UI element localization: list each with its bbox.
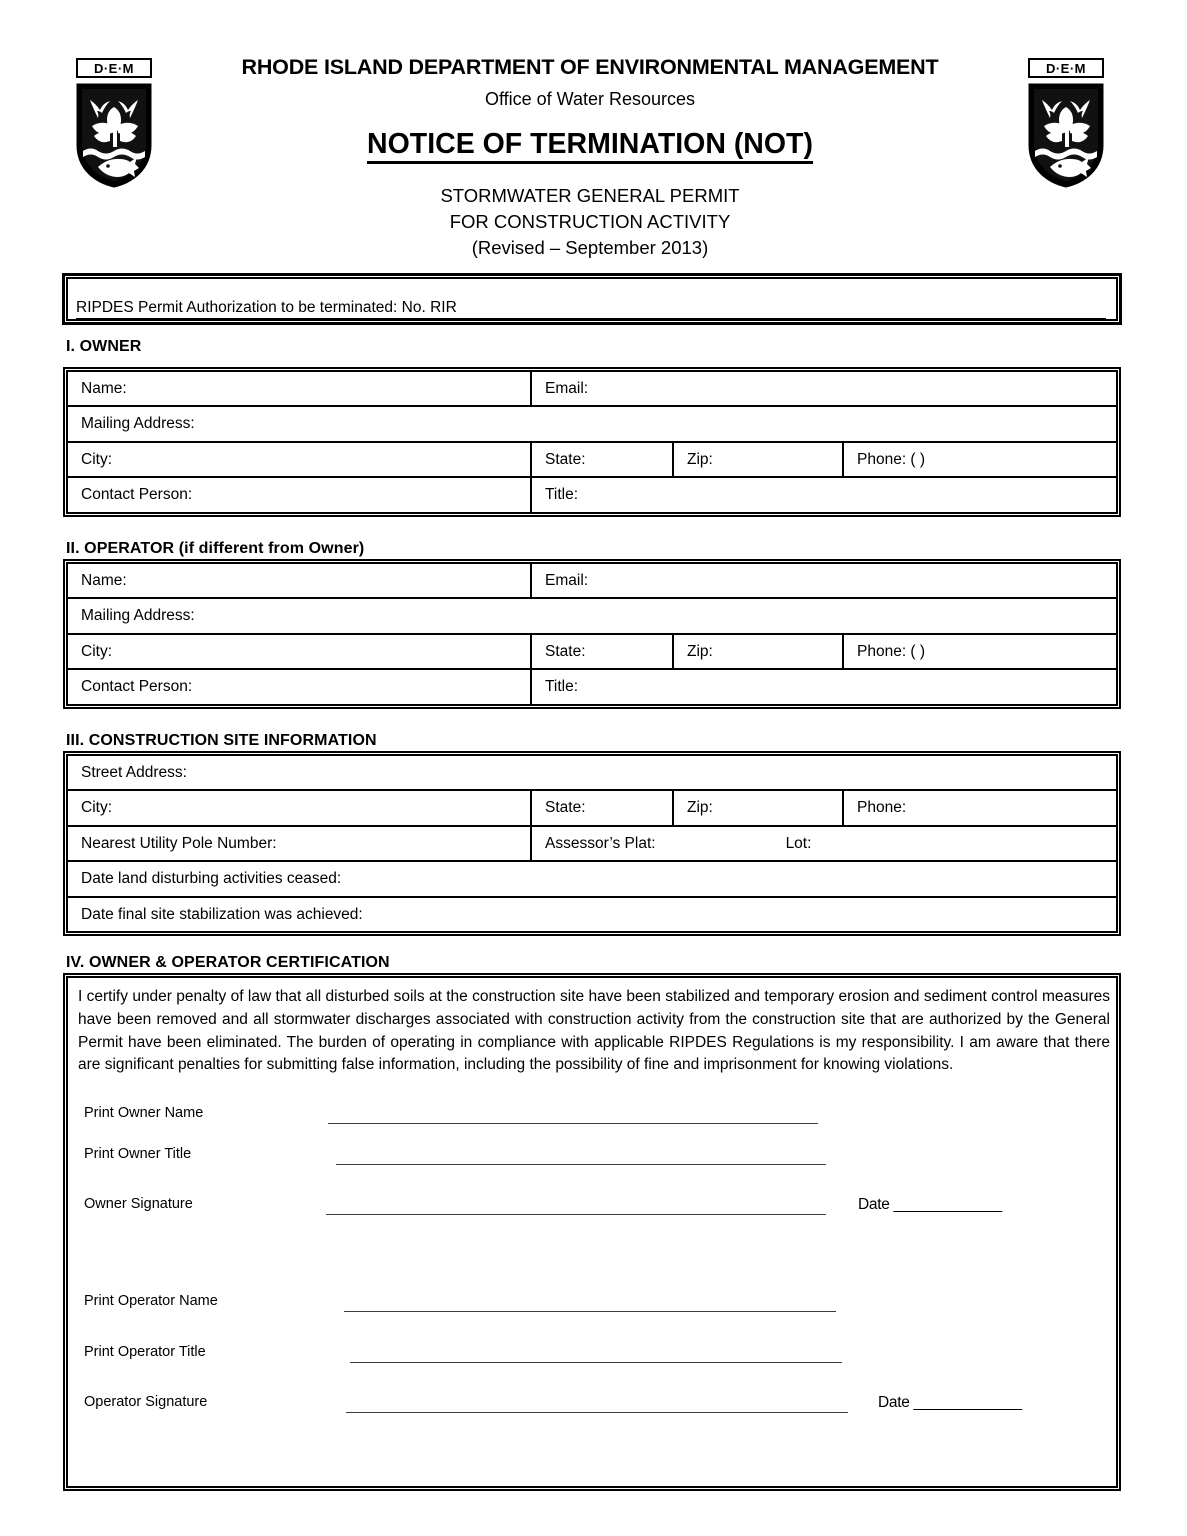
signature-row-print-operator-title: [78, 1316, 1110, 1366]
certification-box: [66, 976, 1118, 1488]
owner-zip-cell[interactable]: Zip:: [674, 443, 844, 476]
ri-dem-shield-logo-right: [1022, 58, 1110, 190]
operator-mailing-address-cell[interactable]: Mailing Address:: [81, 607, 195, 625]
table-row: [68, 635, 1116, 670]
owner-email-cell[interactable]: Email:: [545, 380, 589, 397]
print-owner-title-line[interactable]: [336, 1164, 826, 1165]
owner-signature-label: Owner Signature: [84, 1196, 193, 1212]
operator-signature-line[interactable]: [346, 1412, 848, 1413]
signature-block: [78, 1105, 1110, 1426]
operator-contact-person-cell[interactable]: Contact Person:: [68, 670, 532, 703]
owner-state-cell[interactable]: State:: [532, 443, 674, 476]
table-row: [68, 478, 1116, 511]
shield-icon-left: [76, 83, 152, 188]
section-heading-site: III. CONSTRUCTION SITE INFORMATION: [66, 732, 377, 749]
form-title-underlined: NOTICE OF TERMINATION (NOT): [367, 128, 813, 164]
operator-state-cell[interactable]: State:: [532, 635, 674, 668]
print-owner-name-line[interactable]: [328, 1123, 818, 1124]
operator-name-cell[interactable]: Name:: [68, 564, 532, 597]
subtitle-line-1: STORMWATER GENERAL PERMIT: [440, 184, 740, 206]
site-city-cell[interactable]: City:: [68, 791, 532, 824]
site-plat-lot-cell[interactable]: [532, 827, 1116, 860]
owner-city-cell[interactable]: City:: [68, 443, 532, 476]
owner-date-field[interactable]: Date _____________: [858, 1196, 1002, 1213]
section-heading-certification: IV. OWNER & OPERATOR CERTIFICATION: [66, 954, 390, 971]
dem-wordmark-right: D·E·M: [1028, 58, 1104, 78]
print-operator-title-line[interactable]: [350, 1362, 842, 1363]
site-plat-label: Assessor’s Plat:: [545, 834, 656, 852]
site-lot-label: Lot:: [785, 834, 812, 852]
print-owner-name-label: Print Owner Name: [84, 1105, 204, 1121]
site-street-address-cell[interactable]: Street Address:: [81, 764, 187, 781]
ri-dem-shield-logo-left: [70, 58, 158, 190]
table-row: [68, 564, 1116, 599]
table-row: [68, 372, 1116, 407]
permit-authorization-box: [66, 277, 1118, 321]
print-operator-title-label: Print Operator Title: [84, 1344, 206, 1360]
site-phone-cell[interactable]: Phone:: [857, 799, 907, 817]
operator-email-cell[interactable]: Email:: [545, 572, 589, 589]
site-zip-cell[interactable]: Zip:: [674, 791, 844, 824]
operator-title-cell[interactable]: Title:: [545, 678, 579, 696]
owner-contact-person-cell[interactable]: Contact Person:: [68, 478, 532, 511]
owner-table: [66, 370, 1118, 514]
table-row: [68, 670, 1116, 703]
signature-row-owner-signature: [78, 1196, 1110, 1256]
section-heading-operator: II. OPERATOR (if different from Owner): [66, 540, 365, 557]
print-owner-title-label: Print Owner Title: [84, 1146, 192, 1162]
signature-row-operator-signature: [78, 1366, 1110, 1426]
table-row: [68, 756, 1116, 791]
table-row: [68, 443, 1116, 478]
operator-zip-cell[interactable]: Zip:: [674, 635, 844, 668]
owner-signature-line[interactable]: [326, 1214, 826, 1215]
table-row: [68, 827, 1116, 862]
revision-date: (Revised – September 2013): [471, 237, 709, 259]
operator-signature-label: Operator Signature: [84, 1394, 208, 1410]
document-header: [0, 48, 1187, 273]
owner-title-cell[interactable]: Title:: [545, 486, 579, 504]
department-title: RHODE ISLAND DEPARTMENT OF ENVIRONMENTAL MANAGEMENT: [241, 55, 939, 79]
certification-statement: I certify under penalty of law that all disturbed soils at the construction site have been stabilized and temporary erosion and sediment control measures have been removed and all stormwater discharges associated with construction activity from the construction site that are authorized by the General Permit have been eliminated. The burden of operating in compliance with applicable RIPDES Regulations is my responsibility. I am aware that there are significant penalties for submitting false information, including the possibility of fine and imprisonment for knowing violations.: [78, 988, 1110, 1074]
dem-wordmark-left: D·E·M: [76, 58, 152, 78]
site-date-ceased-cell[interactable]: Date land disturbing activities ceased:: [81, 870, 342, 888]
construction-site-table: [66, 754, 1118, 933]
signature-row-print-owner-name: [78, 1105, 1110, 1146]
table-row: [68, 898, 1116, 931]
section-heading-owner: I. OWNER: [66, 338, 142, 355]
print-operator-name-line[interactable]: [344, 1311, 836, 1312]
operator-city-cell[interactable]: City:: [68, 635, 532, 668]
print-operator-name-label: Print Operator Name: [84, 1293, 218, 1309]
site-utility-pole-cell[interactable]: Nearest Utility Pole Number:: [68, 827, 532, 860]
permit-number-field[interactable]: RIPDES Permit Authorization to be terminated: No. RIR: [76, 299, 1106, 320]
site-state-cell[interactable]: State:: [532, 791, 674, 824]
signature-row-print-owner-title: [78, 1146, 1110, 1196]
table-row: [68, 599, 1116, 634]
operator-date-field[interactable]: Date _____________: [878, 1394, 1022, 1411]
table-row: [68, 862, 1116, 897]
site-date-stabilized-cell[interactable]: Date final site stabilization was achieved:: [81, 905, 363, 923]
form-subtitle: [170, 183, 1010, 262]
operator-table: [66, 562, 1118, 706]
form-title: [170, 129, 1010, 160]
subtitle-line-2: FOR CONSTRUCTION ACTIVITY: [449, 211, 731, 233]
owner-phone-cell[interactable]: Phone: ( ): [857, 450, 926, 468]
header-text-block: [170, 56, 1010, 262]
operator-phone-cell[interactable]: Phone: ( ): [857, 642, 926, 660]
office-subtitle: Office of Water Resources: [484, 88, 696, 109]
table-row: [68, 407, 1116, 442]
table-row: [68, 791, 1116, 826]
shield-icon-right: [1028, 83, 1104, 188]
signature-row-print-operator-name: [78, 1256, 1110, 1316]
owner-name-cell[interactable]: Name:: [68, 372, 532, 405]
owner-mailing-address-cell[interactable]: Mailing Address:: [81, 415, 195, 433]
